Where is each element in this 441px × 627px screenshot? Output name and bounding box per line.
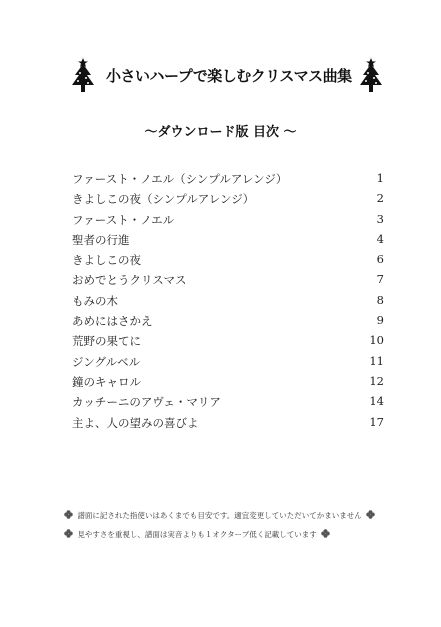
footnote-text: 譜面に記された指使いはあくまでも目安です。適宜変更していただいてかまいません xyxy=(77,511,362,520)
toc-entry-page: 2 xyxy=(376,191,384,206)
toc-entry[interactable] xyxy=(72,171,384,191)
toc-entry[interactable] xyxy=(72,313,384,333)
toc-entry-page: 6 xyxy=(376,252,384,267)
toc-entry[interactable] xyxy=(72,394,384,414)
toc-entry[interactable] xyxy=(72,191,384,211)
clover-icon xyxy=(366,510,375,519)
toc-entry[interactable] xyxy=(72,415,384,435)
toc-entry-title: カッチーニのアヴェ・マリア xyxy=(72,395,221,410)
toc-entry-title: 聖者の行進 xyxy=(72,232,130,247)
table-of-contents xyxy=(72,171,384,435)
toc-entry-title: きよしこの夜（シンプルアレンジ） xyxy=(72,192,255,207)
toc-entry-page: 8 xyxy=(376,292,384,307)
toc-entry-page: 12 xyxy=(369,373,384,388)
toc-entry[interactable] xyxy=(72,293,384,313)
toc-entry-page: 9 xyxy=(376,313,384,328)
toc-entry[interactable] xyxy=(72,212,384,232)
toc-entry[interactable] xyxy=(72,272,384,292)
toc-entry-title: 鐘のキャロル xyxy=(72,374,141,389)
toc-entry-title: ジングルベル xyxy=(72,354,141,369)
clover-icon xyxy=(64,510,73,519)
christmas-tree-icon xyxy=(70,58,96,94)
toc-entry[interactable] xyxy=(72,333,384,353)
toc-entry[interactable] xyxy=(72,354,384,374)
toc-entry-page: 4 xyxy=(376,231,384,246)
toc-entry-title: きよしこの夜 xyxy=(72,253,141,268)
toc-entry[interactable] xyxy=(72,374,384,394)
toc-entry-page: 7 xyxy=(376,272,384,287)
toc-entry[interactable] xyxy=(72,232,384,252)
clover-icon xyxy=(64,529,73,538)
footnote xyxy=(62,529,382,540)
toc-entry-title: もみの木 xyxy=(72,293,118,308)
toc-entry[interactable] xyxy=(72,252,384,272)
toc-entry-page: 10 xyxy=(369,333,384,348)
footnote xyxy=(62,510,382,521)
toc-entry-title: 主よ、人の望みの喜びよ xyxy=(72,415,199,430)
toc-entry-title: ファースト・ノエル xyxy=(72,212,175,227)
title-row xyxy=(60,58,390,98)
toc-entry-page: 11 xyxy=(369,353,384,368)
footnote-text: 見やすさを重視し、譜面は実音よりも１オクターブ低く記載しています xyxy=(77,530,317,539)
toc-entry-title: 荒野の果てに xyxy=(72,334,141,349)
toc-entry-page: 14 xyxy=(369,394,384,409)
christmas-tree-icon xyxy=(358,58,384,94)
toc-entry-page: 1 xyxy=(376,171,384,185)
toc-entry-page: 3 xyxy=(376,211,384,226)
toc-entry-title: ファースト・ノエル（シンプルアレンジ） xyxy=(72,172,288,186)
page-title: 小さいハープで楽しむクリスマス曲集 xyxy=(106,67,352,85)
toc-heading: ～ダウンロード版 目次 ～ xyxy=(144,125,297,140)
toc-entry-title: あめにはさかえ xyxy=(72,314,153,329)
clover-icon xyxy=(321,529,330,538)
toc-entry-page: 17 xyxy=(369,414,384,429)
toc-entry-title: おめでとうクリスマス xyxy=(72,273,187,288)
